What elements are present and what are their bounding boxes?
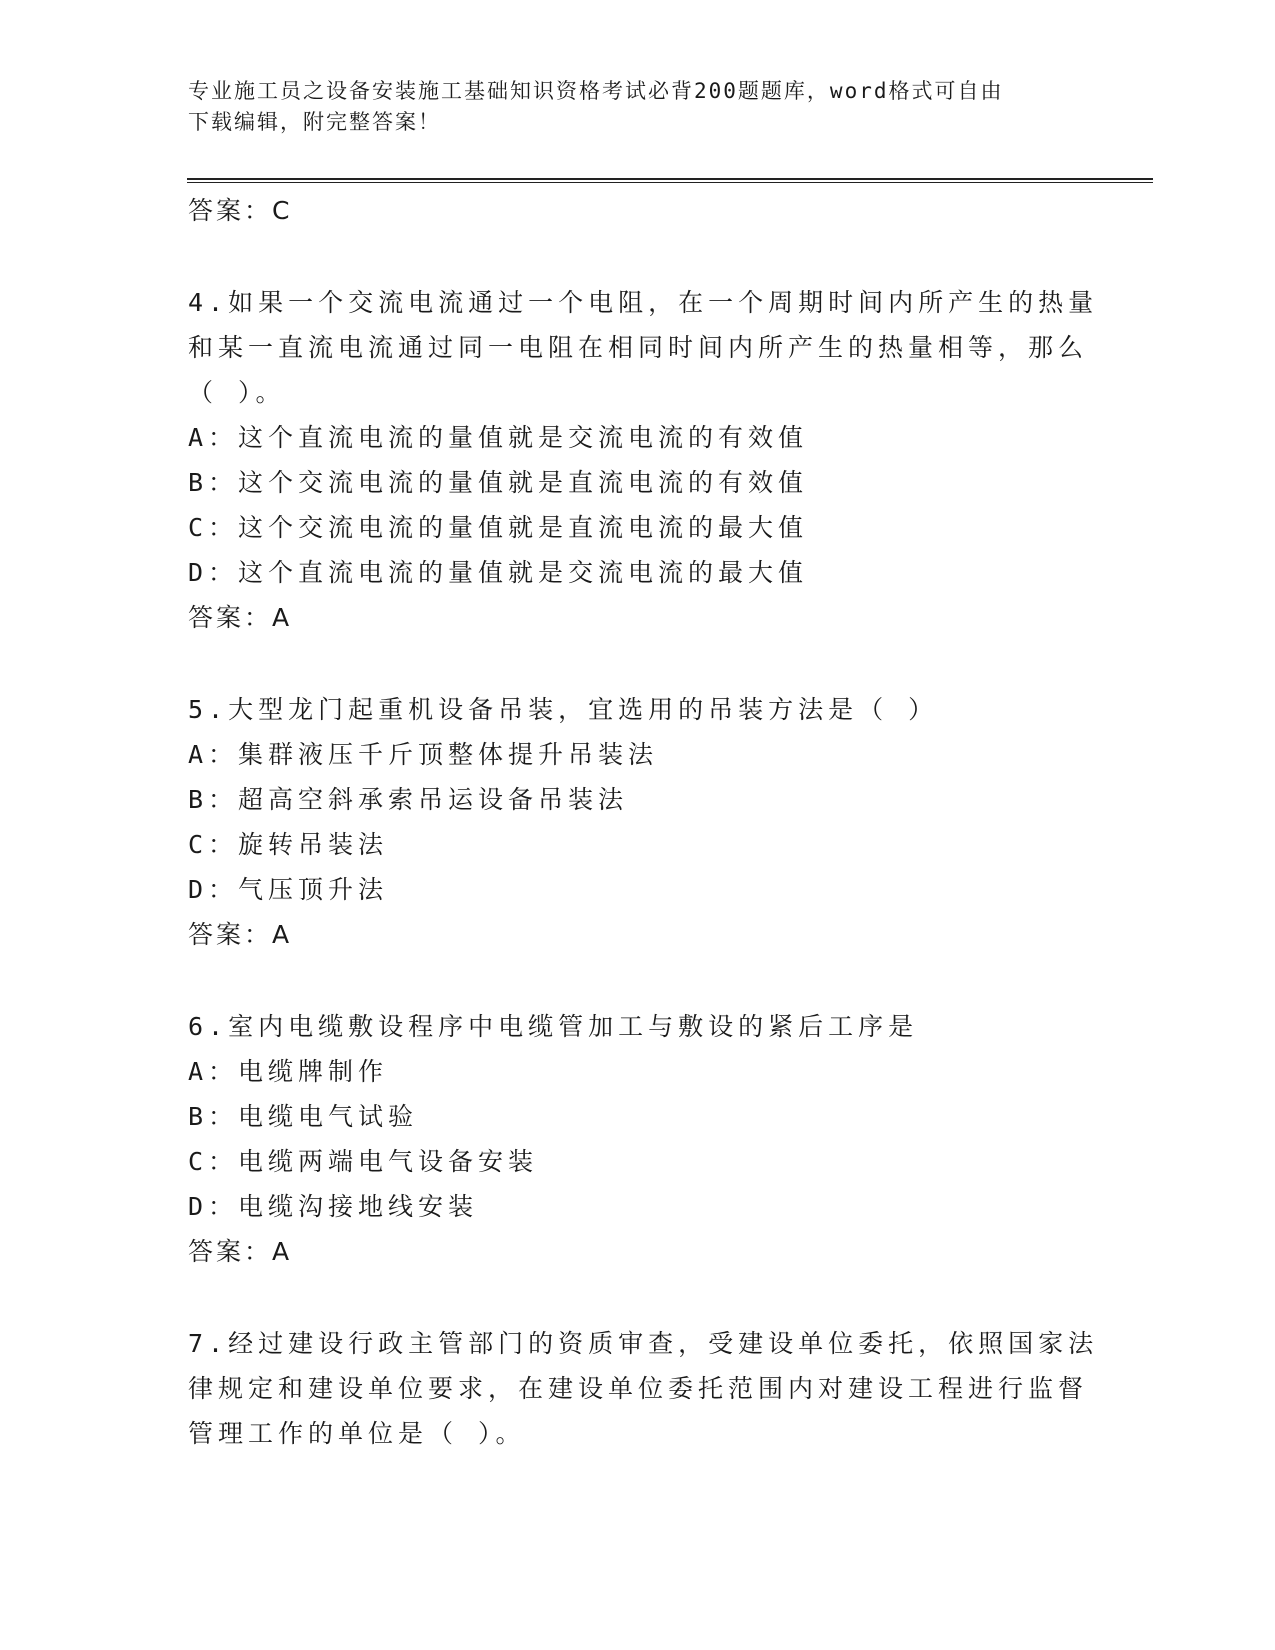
document-header: [188, 76, 1068, 138]
answer-q3: 答案：C: [188, 196, 293, 225]
question-list: [188, 188, 1099, 1456]
question-4-text-line-1: 4.如果一个交流电流通过一个电阻，在一个周期时间内所产生的热量: [188, 288, 1099, 317]
question-5-option-a: A：集群液压千斤顶整体提升吊装法: [188, 740, 659, 769]
question-4-option-c: C：这个交流电流的量值就是直流电流的最大值: [188, 513, 809, 542]
question-5-text: 5.大型龙门起重机设备吊装，宜选用的吊装方法是（ ）: [188, 695, 939, 724]
question-6-text: 6.室内电缆敷设程序中电缆管加工与敷设的紧后工序是: [188, 1012, 919, 1041]
question-7-text-line-3: 管理工作的单位是（ ）。: [188, 1419, 526, 1448]
question-4-answer: 答案：A: [188, 603, 293, 632]
question-6-option-d: D：电缆沟接地线安装: [188, 1192, 479, 1221]
question-4-text-line-2: 和某一直流电流通过同一电阻在相同时间内所产生的热量相等，那么: [188, 333, 1089, 362]
question-7: [188, 1321, 1099, 1456]
spacer: [188, 640, 1088, 687]
question-6: [188, 1004, 1088, 1274]
question-6-option-c: C：电缆两端电气设备安装: [188, 1147, 539, 1176]
spacer: [188, 233, 1088, 280]
question-4-text-line-3: （ ）。: [188, 378, 286, 407]
question-4-option-d: D：这个直流电流的量值就是交流电流的最大值: [188, 558, 809, 587]
question-4: [188, 280, 1099, 640]
question-5-option-d: D：气压顶升法: [188, 875, 389, 904]
header-line-2: 下载编辑，附完整答案！: [188, 110, 441, 134]
question-5-answer: 答案：A: [188, 920, 293, 949]
question-5-option-c: C：旋转吊装法: [188, 830, 389, 859]
question-6-answer: 答案：A: [188, 1237, 293, 1266]
question-5-option-b: B：超高空斜承索吊运设备吊装法: [188, 785, 629, 814]
question-6-option-b: B：电缆电气试验: [188, 1102, 419, 1131]
question-4-option-b: B：这个交流电流的量值就是直流电流的有效值: [188, 468, 809, 497]
question-5: [188, 687, 1088, 957]
question-7-text-line-1: 7.经过建设行政主管部门的资质审查，受建设单位委托，依照国家法: [188, 1329, 1099, 1358]
header-divider: [187, 178, 1153, 183]
question-7-text-line-2: 律规定和建设单位要求，在建设单位委托范围内对建设工程进行监督: [188, 1374, 1089, 1403]
question-6-option-a: A：电缆牌制作: [188, 1057, 389, 1086]
question-4-option-a: A：这个直流电流的量值就是交流电流的有效值: [188, 423, 809, 452]
spacer: [188, 957, 1088, 1004]
header-line-1: 专业施工员之设备安装施工基础知识资格考试必背200题题库，word格式可自由: [188, 79, 1004, 103]
spacer: [188, 1274, 1088, 1321]
